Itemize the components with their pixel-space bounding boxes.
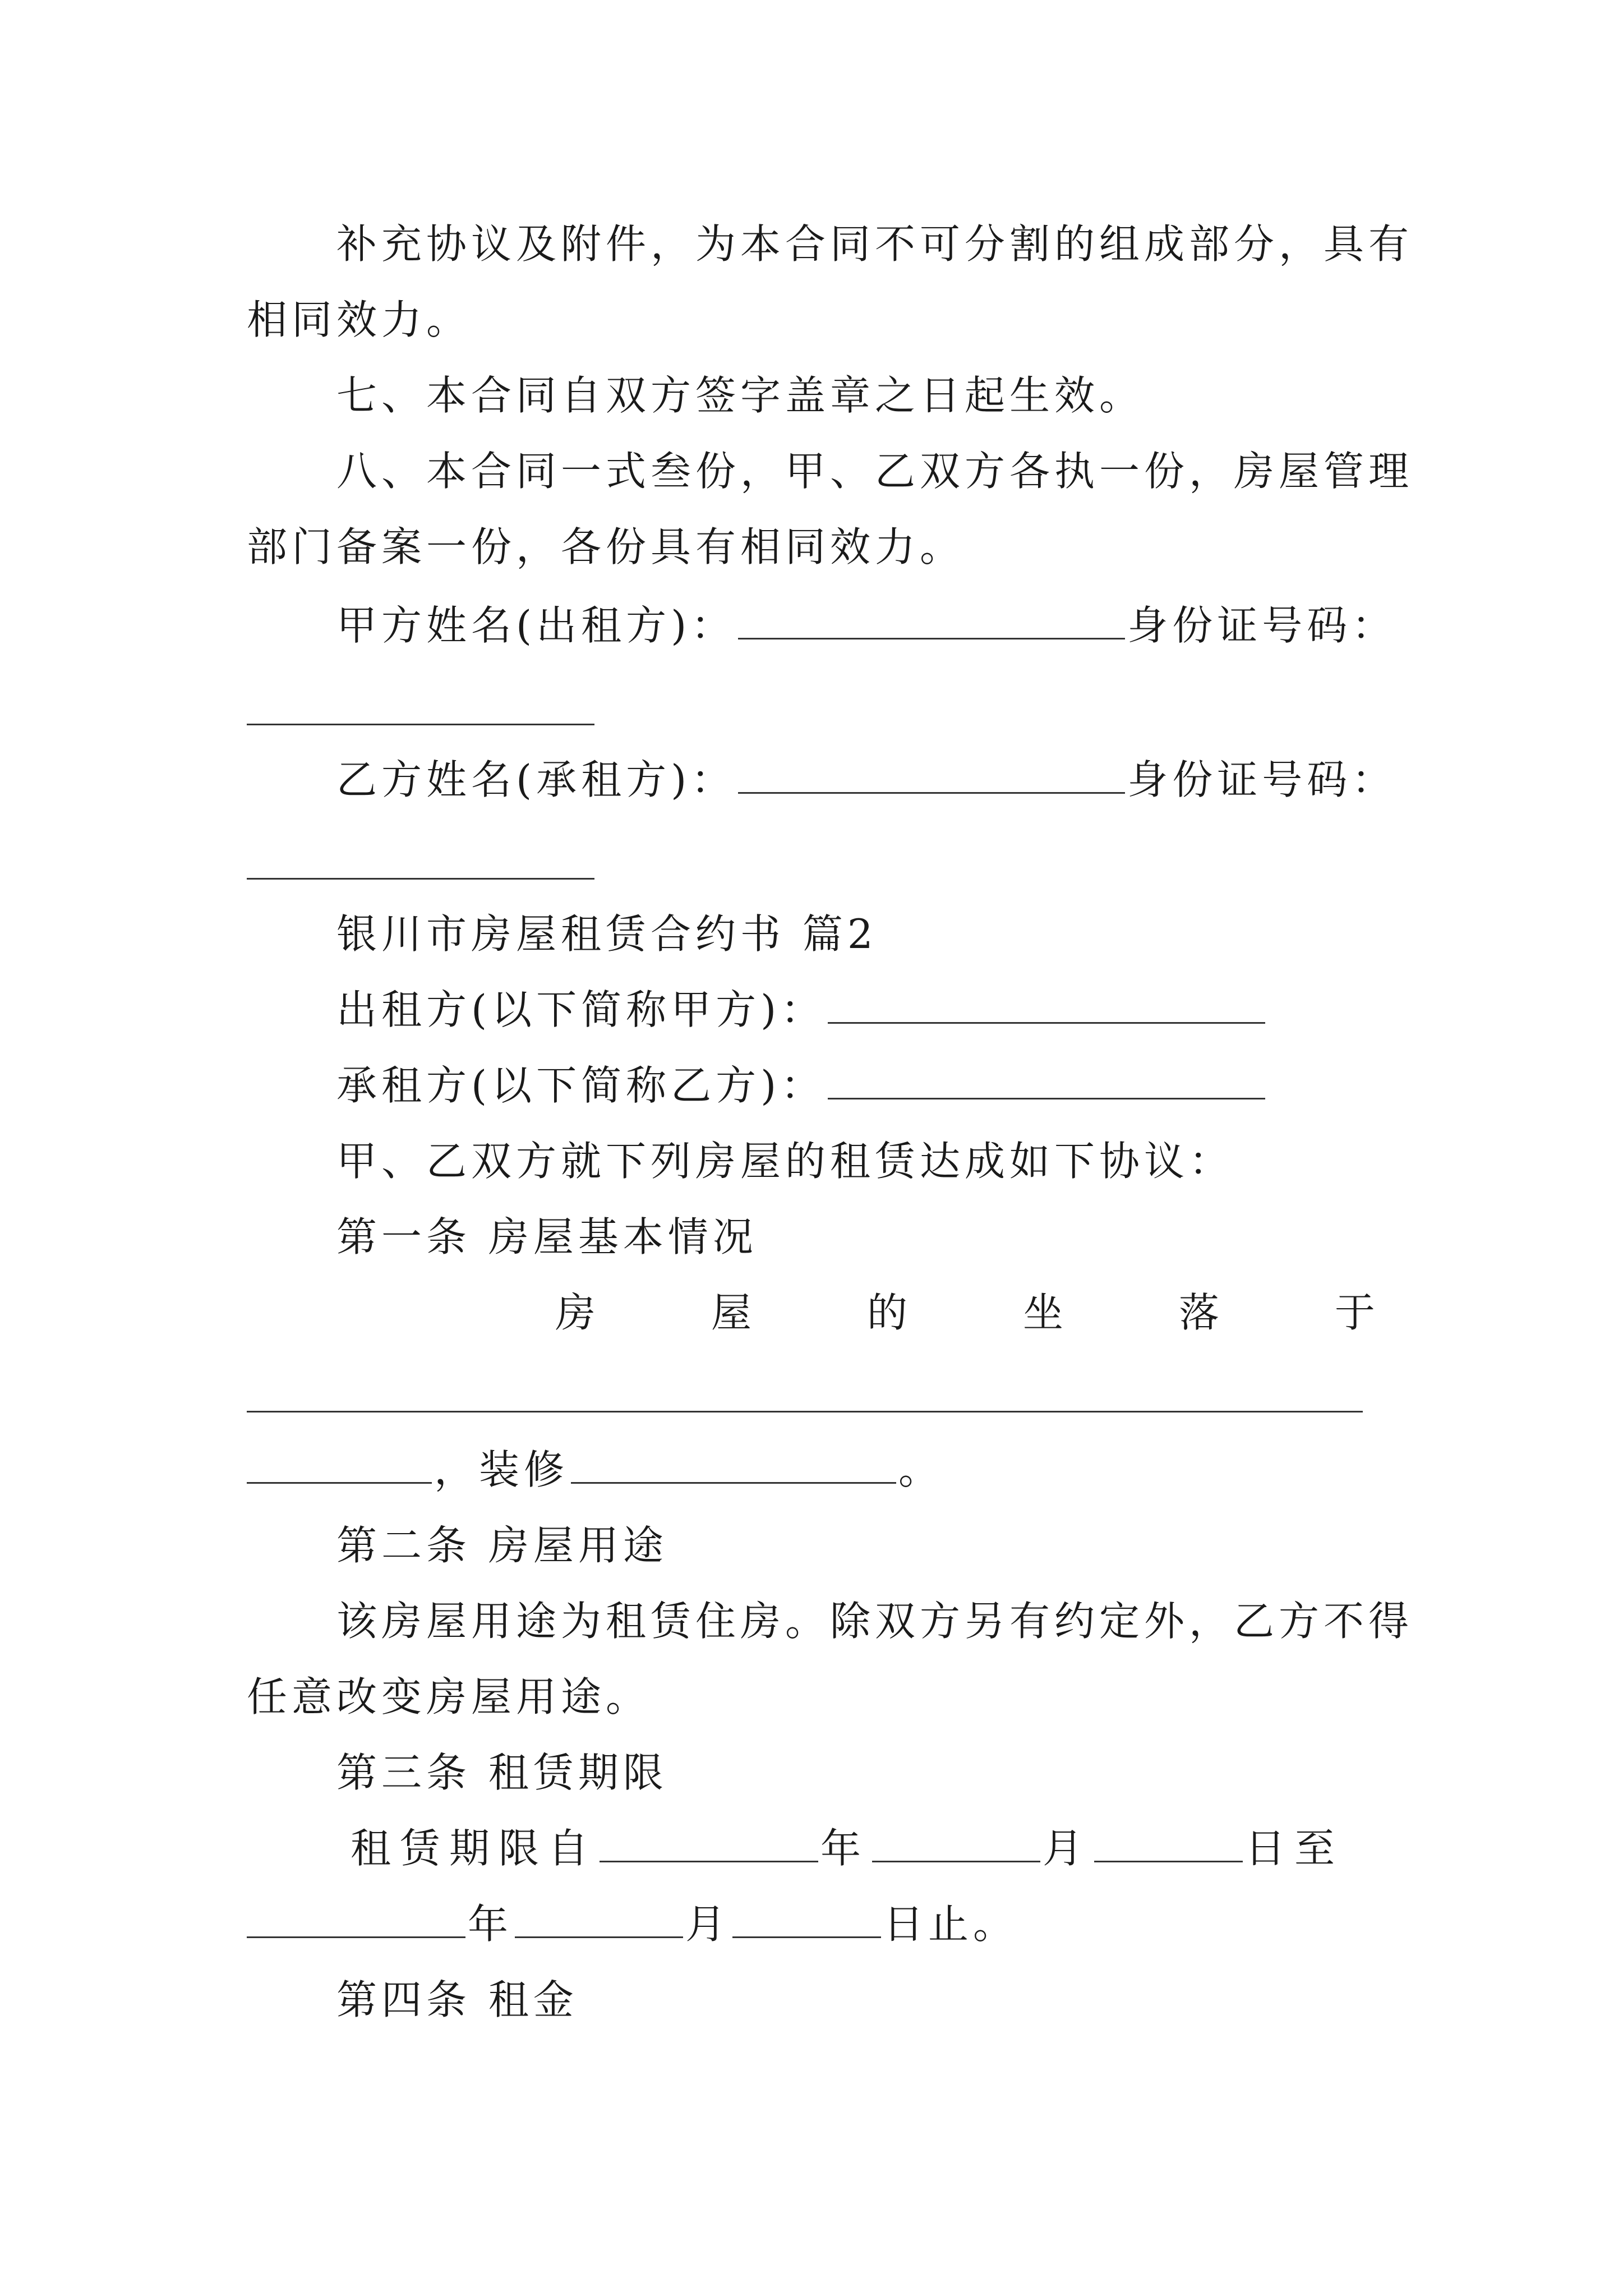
decoration-end: 。 <box>898 1446 944 1493</box>
clause-eight-line1: 八、本合同一式叁份，甲、乙双方各执一份，房屋管理 <box>336 448 1414 495</box>
article-2-title: 第二条 房屋用途 <box>336 1522 668 1569</box>
party-a-name-field[interactable] <box>738 597 1125 639</box>
section-title: 银川市房屋租赁合约书 篇2 <box>336 910 878 958</box>
house-location-row <box>555 1285 1380 1341</box>
located-char: 于 <box>1334 1289 1380 1336</box>
start-month-field[interactable] <box>872 1820 1040 1862</box>
end-year-label: 年 <box>468 1901 513 1948</box>
lessor-field[interactable] <box>828 982 1265 1024</box>
house-location-field[interactable] <box>247 1411 1363 1412</box>
located-char: 房 <box>555 1289 601 1336</box>
lessee-field[interactable] <box>828 1057 1265 1099</box>
paragraph-supplement-line2: 相同效力。 <box>247 296 472 343</box>
start-year-field[interactable] <box>600 1820 818 1862</box>
party-b-id-field[interactable] <box>247 878 594 880</box>
paragraph-supplement-line1: 补充协议及附件，为本合同不可分割的组成部分，具有 <box>336 220 1414 268</box>
article-2-line1: 该房屋用途为租赁住房。除双方另有约定外，乙方不得 <box>336 1598 1414 1645</box>
party-a-label: 甲方姓名(出租方)： <box>336 602 736 649</box>
start-month-label: 月 <box>1043 1825 1092 1872</box>
end-day-label: 日止。 <box>883 1901 1018 1948</box>
lessor-row <box>336 982 1391 1038</box>
agreement-intro: 甲、乙双方就下列房屋的租赁达成如下协议： <box>336 1138 1234 1185</box>
end-day-field[interactable] <box>732 1896 881 1938</box>
party-b-row <box>336 752 1397 808</box>
lease-term-row <box>351 1820 1405 1876</box>
article-1-title: 第一条 房屋基本情况 <box>336 1213 758 1260</box>
lessee-label: 承租方(以下简称乙方)： <box>336 1062 826 1109</box>
located-char: 落 <box>1178 1289 1224 1336</box>
clause-seven: 七、本合同自双方签字盖章之日起生效。 <box>336 372 1145 419</box>
party-a-id-field[interactable] <box>247 724 594 725</box>
article-4-title: 第四条 租金 <box>336 1976 578 2023</box>
decoration-field[interactable] <box>571 1442 896 1484</box>
party-b-label: 乙方姓名(承租方)： <box>336 756 736 803</box>
lease-term-label: 租赁期限自 <box>351 1825 598 1872</box>
party-a-row <box>336 597 1397 654</box>
start-year-label: 年 <box>820 1825 870 1872</box>
located-char: 坐 <box>1022 1289 1068 1336</box>
lessee-row <box>336 1057 1391 1114</box>
article-3-title: 第三条 租赁期限 <box>336 1749 668 1796</box>
party-b-name-field[interactable] <box>738 752 1125 794</box>
lease-end-row <box>247 1896 1391 1952</box>
located-char: 的 <box>866 1289 912 1336</box>
end-month-field[interactable] <box>515 1896 683 1938</box>
start-day-field[interactable] <box>1094 1820 1243 1862</box>
end-year-field[interactable] <box>247 1896 465 1938</box>
party-b-id-label: 身份证号码： <box>1127 756 1397 803</box>
decoration-row <box>247 1442 1391 1498</box>
end-month-label: 月 <box>685 1901 731 1948</box>
located-char: 屋 <box>711 1289 756 1336</box>
location-continued-field[interactable] <box>247 1442 432 1484</box>
clause-eight-line2: 部门备案一份，各份具有相同效力。 <box>247 523 965 570</box>
decoration-label: ，装修 <box>434 1446 569 1493</box>
article-2-line2: 任意改变房屋用途。 <box>247 1673 651 1720</box>
lessor-label: 出租方(以下简称甲方)： <box>336 986 826 1033</box>
party-a-id-label: 身份证号码： <box>1127 602 1397 649</box>
start-day-label: 日至 <box>1245 1825 1344 1872</box>
